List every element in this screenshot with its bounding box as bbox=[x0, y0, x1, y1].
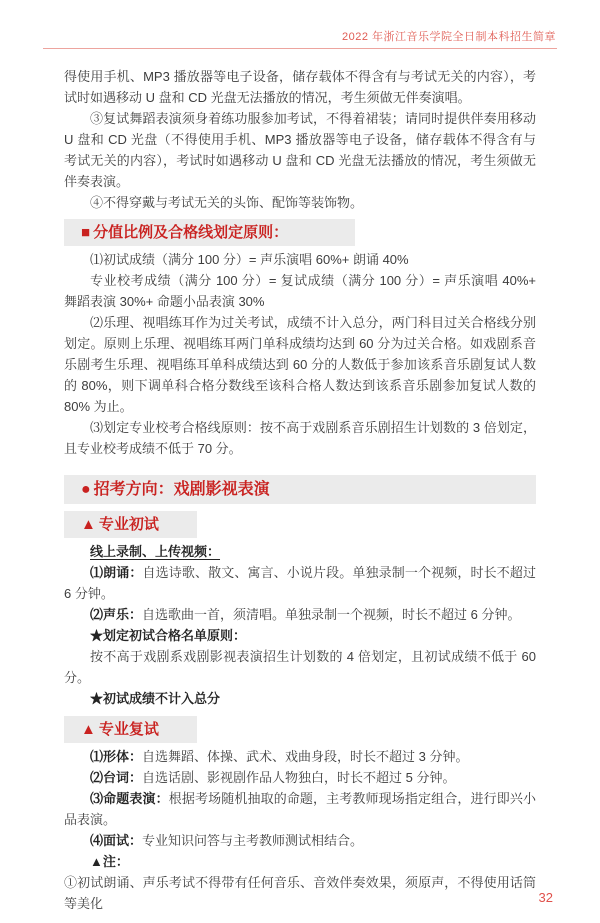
square-bullet-icon: ■ bbox=[81, 224, 91, 241]
retest-item-interview-label: ⑷面试： bbox=[90, 833, 143, 848]
retest-item-body-movement-label: ⑴形体： bbox=[90, 749, 143, 764]
initial-item-recitation: ⑴朗诵：自选诗歌、散文、寓言、小说片段。单独录制一个视频，时长不超过 6 分钟。 bbox=[64, 565, 536, 601]
header-divider bbox=[43, 48, 557, 49]
star-rule-heading: ★划定初试合格名单原则： bbox=[90, 628, 247, 643]
retest-item-lines: ⑵台词：自选话剧、影视剧作品人物独白，时长不超过 5 分钟。 bbox=[90, 770, 456, 785]
section-heading-score-rules-label: 分值比例及合格线划定原则： bbox=[93, 224, 289, 241]
triangle-bullet-icon: ▲ bbox=[81, 516, 96, 533]
note-paragraph-1: ①初试朗诵、声乐考试不得带有任何音乐、音效伴奏效果，须原声，不得使用话筒等美化 bbox=[64, 875, 536, 911]
paragraph-continuation: 得使用手机、MP3 播放器等电子设备，储存载体不得含有与考试无关的内容），考试时如遇移动 U 盘和 CD 光盘无法播放的情况，考生须做无伴奏演唱。 bbox=[64, 69, 536, 105]
online-upload-note: 线上录制、上传视频： bbox=[90, 544, 221, 559]
triangle-bullet-icon: ▲ bbox=[81, 721, 96, 738]
retest-item-body-movement: ⑴形体：自选舞蹈、体操、武术、戏曲身段，时长不超过 3 分钟。 bbox=[90, 749, 469, 764]
section-heading-direction-label: 招考方向：戏剧影视表演 bbox=[93, 481, 270, 498]
subsection-heading-retest-label: 专业复试 bbox=[98, 721, 159, 738]
section-heading-direction bbox=[64, 475, 536, 504]
initial-item-recitation-label: ⑴朗诵： bbox=[90, 565, 143, 580]
paragraph-rule-3: ③复试舞蹈表演须身着练功服参加考试，不得着裙装；请同时提供伴奏用移动 U 盘和 CD 光盘（不得使用手机、MP3 播放器等电子设备，储存载体不得含有与考试无关的内容），考试时如遇移动 U 盘和 CD 光盘无法播放的情况，考生须做无伴奏表演。 bbox=[64, 111, 536, 189]
score-paragraph-1: ⑴初试成绩（满分 100 分）= 声乐演唱 60%+ 朗诵 40% bbox=[90, 252, 409, 267]
score-paragraph-2: 专业校考成绩（满分 100 分）= 复试成绩（满分 100 分）= 声乐演唱 40%+ 舞蹈表演 30%+ 命题小品表演 30% bbox=[64, 273, 536, 309]
notes-heading: ▲注： bbox=[90, 854, 129, 869]
initial-item-vocal-label: ⑵声乐： bbox=[90, 607, 143, 622]
initial-item-vocal: ⑵声乐：自选歌曲一首，须清唱。单独录制一个视频，时长不超过 6 分钟。 bbox=[90, 607, 521, 622]
star-note: ★初试成绩不计入总分 bbox=[90, 691, 221, 706]
retest-item-improv-label: ⑶命题表演： bbox=[90, 791, 169, 806]
page-number: 32 bbox=[538, 890, 553, 905]
score-paragraph-3: ⑵乐理、视唱练耳作为过关考试，成绩不计入总分，两门科目过关合格线分别划定。原则上乐理、视唱练耳两门单科成绩均达到 60 分为过关合格。如戏剧系音乐剧考生乐理、视唱练耳单科成绩达到 60 分的人数低于参加该系音乐剧复试人数的 80%，则下调单科合格分数线至该科合格人数达到该系音乐剧参加复试人数的 80% 为止。 bbox=[64, 315, 536, 414]
subsection-heading-initial-exam bbox=[64, 511, 197, 538]
section-heading-score-rules bbox=[64, 219, 355, 246]
header-title: 2022 年浙江音乐学院全日制本科招生简章 bbox=[341, 31, 556, 43]
subsection-heading-retest bbox=[64, 716, 197, 743]
retest-item-lines-label: ⑵台词： bbox=[90, 770, 143, 785]
paragraph-rule-4: ④不得穿戴与考试无关的头饰、配饰等装饰物。 bbox=[90, 195, 364, 210]
document-body bbox=[64, 66, 536, 914]
retest-item-improv: ⑶命题表演：根据考场随机抽取的命题，主考教师现场指定组合，进行即兴小品表演。 bbox=[64, 791, 536, 827]
subsection-heading-initial-exam-label: 专业初试 bbox=[98, 516, 159, 533]
score-paragraph-4: ⑶划定专业校考合格线原则：按不高于戏剧系音乐剧招生计划数的 3 倍划定，且专业校考成绩不低于 70 分。 bbox=[64, 420, 536, 456]
star-rule-text: 按不高于戏剧系戏剧影视表演招生计划数的 4 倍划定，且初试成绩不低于 60 分。 bbox=[64, 649, 536, 685]
retest-item-interview: ⑷面试：专业知识问答与主考教师测试相结合。 bbox=[90, 833, 364, 848]
circle-bullet-icon: ● bbox=[81, 481, 91, 498]
